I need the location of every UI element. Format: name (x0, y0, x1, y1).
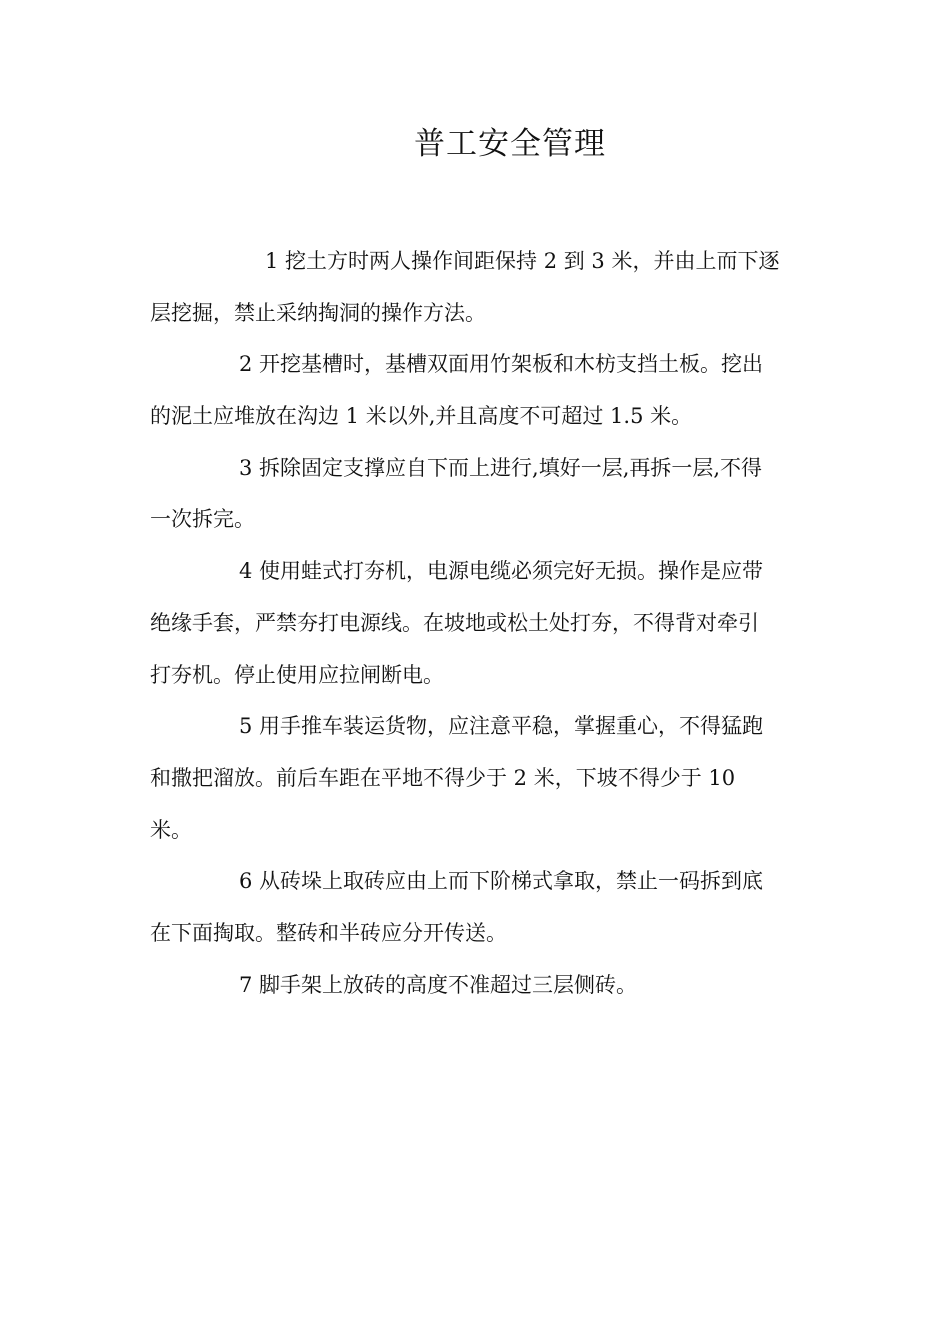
paragraph-4-line-2: 绝缘手套，严禁夯打电源线。在坡地或松土处打夯，不得背对牵引 (150, 610, 759, 635)
paragraph-6-line-2: 在下面掏取。整砖和半砖应分开传送。 (150, 920, 507, 945)
paragraph-3-line-2: 一次拆完。 (150, 507, 255, 532)
document-body (150, 236, 800, 1011)
paragraph-5-line-1: 5 用手推车装运货物，应注意平稳，掌握重心，不得猛跑 (239, 714, 764, 739)
paragraph-4-line-3: 打夯机。停止使用应拉闸断电。 (150, 662, 444, 687)
paragraph-6-line-1: 6 从砖垛上取砖应由上而下阶梯式拿取，禁止一码拆到底 (239, 869, 764, 894)
paragraph-5-line-2: 和撒把溜放。前后车距在平地不得少于 2 米，下坡不得少于 10 (150, 765, 736, 790)
paragraph-1-line-1: 1 挖土方时两人操作间距保持 2 到 3 米，并由上而下逐 (265, 249, 780, 273)
paragraph-1-line-2: 层挖掘，禁止采纳掏洞的操作方法。 (150, 300, 486, 325)
document-title: 普工安全管理 (414, 126, 606, 162)
paragraph-3-line-1: 3 拆除固定支撑应自下而上进行,填好一层,再拆一层,不得 (239, 455, 763, 480)
paragraph-2-line-2: 的泥土应堆放在沟边 1 米以外,并且高度不可超过 1.5 米。 (150, 404, 693, 429)
paragraph-5-line-3: 米。 (150, 817, 192, 842)
paragraph-4-line-1: 4 使用蛙式打夯机，电源电缆必须完好无损。操作是应带 (239, 559, 764, 584)
paragraph-2-line-1: 2 开挖基槽时，基槽双面用竹架板和木枋支挡土板。挖出 (239, 352, 764, 377)
paragraph-7-line-1: 7 脚手架上放砖的高度不准超过三层侧砖。 (239, 972, 638, 997)
